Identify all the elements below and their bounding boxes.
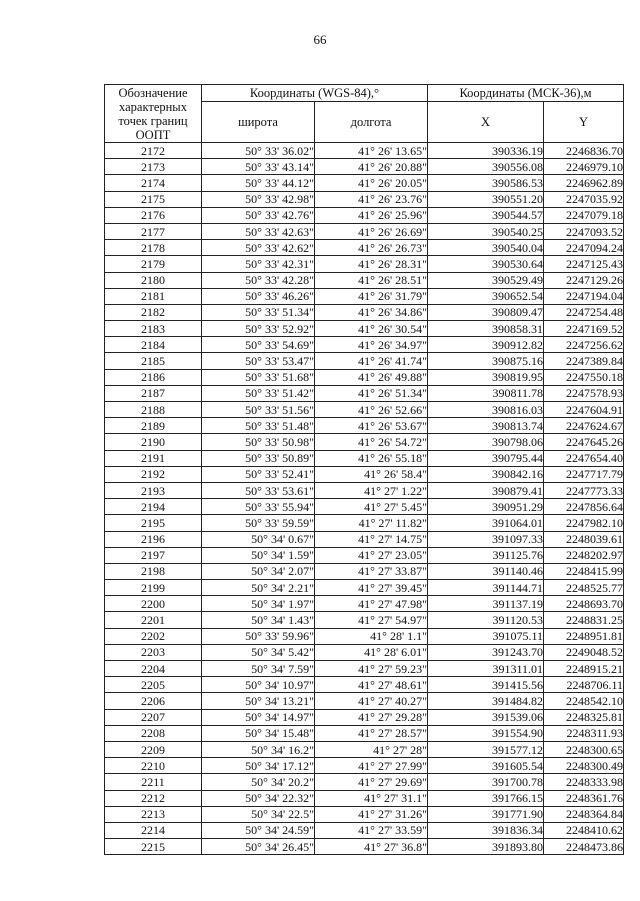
- point-id-cell: 2192: [105, 466, 202, 482]
- latitude-cell: 50° 33' 51.68": [202, 369, 315, 385]
- latitude-cell: 50° 33' 51.42": [202, 385, 315, 401]
- latitude-cell: 50° 34' 0.67": [202, 531, 315, 547]
- point-id-cell: 2179: [105, 256, 202, 272]
- longitude-cell: 41° 26' 34.97": [315, 337, 428, 353]
- y-cell: 2248525.77: [544, 580, 624, 596]
- y-cell: 2248364.84: [544, 806, 624, 822]
- longitude-cell: 41° 28' 6.01": [315, 644, 428, 660]
- point-id-cell: 2212: [105, 790, 202, 806]
- table-row: [105, 839, 624, 855]
- y-cell: 2247773.33: [544, 482, 624, 498]
- latitude-cell: 50° 33' 52.41": [202, 466, 315, 482]
- x-cell: 390816.03: [428, 402, 544, 418]
- point-id-cell: 2198: [105, 563, 202, 579]
- latitude-cell: 50° 33' 51.56": [202, 402, 315, 418]
- page-number: 66: [313, 32, 327, 47]
- longitude-header: долгота: [315, 102, 428, 143]
- longitude-cell: 41° 27' 23.05": [315, 547, 428, 563]
- point-id-cell: 2182: [105, 304, 202, 320]
- y-cell: 2246962.89: [544, 175, 624, 191]
- table-row: [105, 272, 624, 288]
- point-id-cell: 2174: [105, 175, 202, 191]
- point-id-cell: 2204: [105, 661, 202, 677]
- point-id-cell: 2191: [105, 450, 202, 466]
- x-cell: 391415.56: [428, 677, 544, 693]
- point-id-cell: 2208: [105, 725, 202, 741]
- longitude-cell: 41° 27' 14.75": [315, 531, 428, 547]
- point-id-cell: 2215: [105, 839, 202, 855]
- y-cell: 2247194.04: [544, 288, 624, 304]
- table-row: [105, 466, 624, 482]
- latitude-cell: 50° 33' 53.47": [202, 353, 315, 369]
- x-cell: 391577.12: [428, 741, 544, 757]
- table-row: [105, 499, 624, 515]
- latitude-cell: 50° 34' 16.2": [202, 741, 315, 757]
- latitude-cell: 50° 34' 1.43": [202, 612, 315, 628]
- x-cell: 391137.19: [428, 596, 544, 612]
- x-cell: 391125.76: [428, 547, 544, 563]
- point-id-cell: 2195: [105, 515, 202, 531]
- point-id-cell: 2202: [105, 628, 202, 644]
- table-row: [105, 563, 624, 579]
- latitude-cell: 50° 34' 20.2": [202, 774, 315, 790]
- longitude-cell: 41° 27' 47.98": [315, 596, 428, 612]
- table-row: [105, 822, 624, 838]
- x-cell: 391484.82: [428, 693, 544, 709]
- point-id-cell: 2206: [105, 693, 202, 709]
- latitude-cell: 50° 34' 10.97": [202, 677, 315, 693]
- table-row: [105, 353, 624, 369]
- longitude-cell: 41° 27' 33.59": [315, 822, 428, 838]
- point-id-cell: 2205: [105, 677, 202, 693]
- y-cell: 2247125.43: [544, 256, 624, 272]
- y-cell: 2248325.81: [544, 709, 624, 725]
- latitude-cell: 50° 34' 7.59": [202, 661, 315, 677]
- table-row: [105, 482, 624, 498]
- x-cell: 391836.34: [428, 822, 544, 838]
- longitude-cell: 41° 26' 31.79": [315, 288, 428, 304]
- table-row: [105, 175, 624, 191]
- x-cell: 390798.06: [428, 434, 544, 450]
- point-id-cell: 2186: [105, 369, 202, 385]
- table-row: [105, 725, 624, 741]
- coordinates-table: [104, 84, 624, 855]
- longitude-cell: 41° 27' 27.99": [315, 758, 428, 774]
- y-cell: 2248915.21: [544, 661, 624, 677]
- x-cell: 390544.57: [428, 207, 544, 223]
- point-id-cell: 2200: [105, 596, 202, 612]
- latitude-cell: 50° 34' 2.07": [202, 563, 315, 579]
- latitude-cell: 50° 33' 59.59": [202, 515, 315, 531]
- x-cell: 390336.19: [428, 143, 544, 159]
- latitude-cell: 50° 33' 54.69": [202, 337, 315, 353]
- y-cell: 2248410.62: [544, 822, 624, 838]
- point-id-cell: 2203: [105, 644, 202, 660]
- x-cell: 391539.06: [428, 709, 544, 725]
- x-cell: 391120.53: [428, 612, 544, 628]
- table-row: [105, 596, 624, 612]
- latitude-cell: 50° 33' 43.14": [202, 159, 315, 175]
- y-cell: 2247129.26: [544, 272, 624, 288]
- latitude-cell: 50° 33' 42.63": [202, 223, 315, 239]
- latitude-cell: 50° 33' 42.28": [202, 272, 315, 288]
- y-cell: 2248706.11: [544, 677, 624, 693]
- longitude-cell: 41° 27' 1.22": [315, 482, 428, 498]
- table-row: [105, 223, 624, 239]
- longitude-cell: 41° 28' 1.1": [315, 628, 428, 644]
- latitude-cell: 50° 33' 50.89": [202, 450, 315, 466]
- x-cell: 391097.33: [428, 531, 544, 547]
- point-id-cell: 2194: [105, 499, 202, 515]
- longitude-cell: 41° 26' 28.51": [315, 272, 428, 288]
- y-cell: 2248361.76: [544, 790, 624, 806]
- y-cell: 2248300.49: [544, 758, 624, 774]
- table-row: [105, 288, 624, 304]
- longitude-cell: 41° 26' 25.96": [315, 207, 428, 223]
- y-cell: 2248202.97: [544, 547, 624, 563]
- point-id-cell: 2188: [105, 402, 202, 418]
- latitude-cell: 50° 33' 59.96": [202, 628, 315, 644]
- longitude-cell: 41° 26' 26.73": [315, 240, 428, 256]
- table-row: [105, 547, 624, 563]
- latitude-cell: 50° 33' 53.61": [202, 482, 315, 498]
- longitude-cell: 41° 27' 28.57": [315, 725, 428, 741]
- latitude-cell: 50° 34' 15.48": [202, 725, 315, 741]
- latitude-cell: 50° 34' 22.5": [202, 806, 315, 822]
- y-cell: 2248473.86: [544, 839, 624, 855]
- wgs84-coordinates-header: Координаты (WGS-84),°: [202, 85, 428, 102]
- longitude-cell: 41° 27' 29.69": [315, 774, 428, 790]
- longitude-cell: 41° 27' 11.82": [315, 515, 428, 531]
- x-cell: 390811.78: [428, 385, 544, 401]
- x-cell: 390530.64: [428, 256, 544, 272]
- table-row: [105, 159, 624, 175]
- longitude-cell: 41° 26' 20.88": [315, 159, 428, 175]
- table-row: [105, 628, 624, 644]
- x-cell: 391311.01: [428, 661, 544, 677]
- latitude-cell: 50° 33' 42.76": [202, 207, 315, 223]
- point-id-cell: 2209: [105, 741, 202, 757]
- latitude-cell: 50° 33' 51.34": [202, 304, 315, 320]
- y-cell: 2247578.93: [544, 385, 624, 401]
- latitude-cell: 50° 34' 2.21": [202, 580, 315, 596]
- longitude-cell: 41° 26' 49.88": [315, 369, 428, 385]
- table-row: [105, 709, 624, 725]
- point-id-cell: 2196: [105, 531, 202, 547]
- x-cell: 390551.20: [428, 191, 544, 207]
- y-cell: 2248831.25: [544, 612, 624, 628]
- x-cell: 391243.70: [428, 644, 544, 660]
- point-id-cell: 2177: [105, 223, 202, 239]
- msk36-coordinates-header: Координаты (МСК-36),м: [428, 85, 624, 102]
- longitude-cell: 41° 26' 54.72": [315, 434, 428, 450]
- table-row: [105, 661, 624, 677]
- point-id-cell: 2210: [105, 758, 202, 774]
- x-cell: 390858.31: [428, 321, 544, 337]
- y-cell: 2246979.10: [544, 159, 624, 175]
- longitude-cell: 41° 27' 40.27": [315, 693, 428, 709]
- x-cell: 391075.11: [428, 628, 544, 644]
- y-cell: 2249048.52: [544, 644, 624, 660]
- y-cell: 2247254.48: [544, 304, 624, 320]
- table-row: [105, 369, 624, 385]
- y-cell: 2246836.70: [544, 143, 624, 159]
- x-cell: 390556.08: [428, 159, 544, 175]
- table-row: [105, 612, 624, 628]
- latitude-header: широта: [202, 102, 315, 143]
- point-id-cell: 2181: [105, 288, 202, 304]
- table-row: [105, 207, 624, 223]
- latitude-cell: 50° 33' 36.02": [202, 143, 315, 159]
- point-id-cell: 2207: [105, 709, 202, 725]
- table-row: [105, 644, 624, 660]
- table-row: [105, 580, 624, 596]
- x-cell: 391064.01: [428, 515, 544, 531]
- point-id-cell: 2178: [105, 240, 202, 256]
- point-id-cell: 2197: [105, 547, 202, 563]
- x-cell: 390951.29: [428, 499, 544, 515]
- table-row: [105, 741, 624, 757]
- table-row: [105, 693, 624, 709]
- x-cell: 391700.78: [428, 774, 544, 790]
- y-cell: 2247654.40: [544, 450, 624, 466]
- x-cell: 391554.90: [428, 725, 544, 741]
- table-row: [105, 418, 624, 434]
- point-designation-header: Обозначение характерных точек границ ООПТ: [105, 85, 202, 143]
- longitude-cell: 41° 26' 26.69": [315, 223, 428, 239]
- point-id-cell: 2180: [105, 272, 202, 288]
- y-cell: 2247094.24: [544, 240, 624, 256]
- table-row: [105, 515, 624, 531]
- point-id-cell: 2214: [105, 822, 202, 838]
- y-cell: 2247624.67: [544, 418, 624, 434]
- latitude-cell: 50° 34' 22.32": [202, 790, 315, 806]
- latitude-cell: 50° 33' 51.48": [202, 418, 315, 434]
- table-row: [105, 531, 624, 547]
- y-cell: 2248693.70: [544, 596, 624, 612]
- longitude-cell: 41° 27' 31.26": [315, 806, 428, 822]
- x-cell: 391140.46: [428, 563, 544, 579]
- longitude-cell: 41° 27' 39.45": [315, 580, 428, 596]
- point-id-cell: 2201: [105, 612, 202, 628]
- x-cell: 390819.95: [428, 369, 544, 385]
- latitude-cell: 50° 33' 55.94": [202, 499, 315, 515]
- y-cell: 2248039.61: [544, 531, 624, 547]
- latitude-cell: 50° 33' 52.92": [202, 321, 315, 337]
- latitude-cell: 50° 33' 42.31": [202, 256, 315, 272]
- longitude-cell: 41° 26' 58.4": [315, 466, 428, 482]
- longitude-cell: 41° 27' 33.87": [315, 563, 428, 579]
- latitude-cell: 50° 33' 42.62": [202, 240, 315, 256]
- longitude-cell: 41° 27' 54.97": [315, 612, 428, 628]
- y-cell: 2248951.81: [544, 628, 624, 644]
- y-cell: 2248311.93: [544, 725, 624, 741]
- y-cell: 2248300.65: [544, 741, 624, 757]
- point-id-cell: 2185: [105, 353, 202, 369]
- longitude-cell: 41° 27' 5.45": [315, 499, 428, 515]
- y-cell: 2247645.26: [544, 434, 624, 450]
- latitude-cell: 50° 34' 13.21": [202, 693, 315, 709]
- table-row: [105, 450, 624, 466]
- x-cell: 390842.16: [428, 466, 544, 482]
- point-id-cell: 2175: [105, 191, 202, 207]
- y-cell: 2247169.52: [544, 321, 624, 337]
- longitude-cell: 41° 27' 28": [315, 741, 428, 757]
- table-row: [105, 143, 624, 159]
- longitude-cell: 41° 26' 23.76": [315, 191, 428, 207]
- latitude-cell: 50° 34' 24.59": [202, 822, 315, 838]
- x-cell: 390652.54: [428, 288, 544, 304]
- longitude-cell: 41° 27' 31.1": [315, 790, 428, 806]
- y-cell: 2247079.18: [544, 207, 624, 223]
- x-cell: 390813.74: [428, 418, 544, 434]
- latitude-cell: 50° 34' 26.45": [202, 839, 315, 855]
- table-row: [105, 806, 624, 822]
- longitude-cell: 41° 26' 55.18": [315, 450, 428, 466]
- longitude-cell: 41° 27' 59.23": [315, 661, 428, 677]
- point-id-cell: 2199: [105, 580, 202, 596]
- table-row: [105, 385, 624, 401]
- y-cell: 2248542.10: [544, 693, 624, 709]
- point-id-cell: 2187: [105, 385, 202, 401]
- longitude-cell: 41° 26' 51.34": [315, 385, 428, 401]
- longitude-cell: 41° 27' 36.8": [315, 839, 428, 855]
- longitude-cell: 41° 26' 13.65": [315, 143, 428, 159]
- point-id-cell: 2184: [105, 337, 202, 353]
- x-cell: 391893.80: [428, 839, 544, 855]
- longitude-cell: 41° 27' 29.28": [315, 709, 428, 725]
- table-row: [105, 191, 624, 207]
- latitude-cell: 50° 33' 46.26": [202, 288, 315, 304]
- x-cell: 391605.54: [428, 758, 544, 774]
- y-cell: 2247550.18: [544, 369, 624, 385]
- table-row: [105, 434, 624, 450]
- y-cell: 2247982.10: [544, 515, 624, 531]
- x-cell: 390879.41: [428, 482, 544, 498]
- y-cell: 2247093.52: [544, 223, 624, 239]
- x-cell: 390809.47: [428, 304, 544, 320]
- y-cell: 2248415.99: [544, 563, 624, 579]
- y-cell: 2247717.79: [544, 466, 624, 482]
- y-cell: 2248333.98: [544, 774, 624, 790]
- latitude-cell: 50° 34' 5.42": [202, 644, 315, 660]
- y-header: Y: [544, 102, 624, 143]
- x-cell: 390540.25: [428, 223, 544, 239]
- y-cell: 2247389.84: [544, 353, 624, 369]
- table-row: [105, 758, 624, 774]
- point-id-cell: 2190: [105, 434, 202, 450]
- point-id-cell: 2211: [105, 774, 202, 790]
- latitude-cell: 50° 33' 50.98": [202, 434, 315, 450]
- point-id-cell: 2172: [105, 143, 202, 159]
- x-cell: 391771.90: [428, 806, 544, 822]
- longitude-cell: 41° 26' 20.05": [315, 175, 428, 191]
- x-cell: 390586.53: [428, 175, 544, 191]
- table-row: [105, 790, 624, 806]
- latitude-cell: 50° 34' 17.12": [202, 758, 315, 774]
- table-row: [105, 240, 624, 256]
- table-row: [105, 677, 624, 693]
- table-row: [105, 774, 624, 790]
- table-row: [105, 256, 624, 272]
- longitude-cell: 41° 26' 28.31": [315, 256, 428, 272]
- point-id-cell: 2183: [105, 321, 202, 337]
- point-id-cell: 2213: [105, 806, 202, 822]
- latitude-cell: 50° 34' 1.97": [202, 596, 315, 612]
- point-id-cell: 2193: [105, 482, 202, 498]
- longitude-cell: 41° 26' 41.74": [315, 353, 428, 369]
- x-cell: 390912.82: [428, 337, 544, 353]
- table-row: [105, 304, 624, 320]
- longitude-cell: 41° 26' 30.54": [315, 321, 428, 337]
- x-cell: 390875.16: [428, 353, 544, 369]
- latitude-cell: 50° 34' 1.59": [202, 547, 315, 563]
- latitude-cell: 50° 34' 14.97": [202, 709, 315, 725]
- x-cell: 391144.71: [428, 580, 544, 596]
- latitude-cell: 50° 33' 42.98": [202, 191, 315, 207]
- x-cell: 390795.44: [428, 450, 544, 466]
- y-cell: 2247856.64: [544, 499, 624, 515]
- longitude-cell: 41° 26' 53.67": [315, 418, 428, 434]
- longitude-cell: 41° 26' 34.86": [315, 304, 428, 320]
- y-cell: 2247035.92: [544, 191, 624, 207]
- table-row: [105, 321, 624, 337]
- point-id-cell: 2176: [105, 207, 202, 223]
- point-id-cell: 2173: [105, 159, 202, 175]
- point-id-cell: 2189: [105, 418, 202, 434]
- longitude-cell: 41° 27' 48.61": [315, 677, 428, 693]
- y-cell: 2247604.91: [544, 402, 624, 418]
- latitude-cell: 50° 33' 44.12": [202, 175, 315, 191]
- longitude-cell: 41° 26' 52.66": [315, 402, 428, 418]
- x-cell: 390540.04: [428, 240, 544, 256]
- table-row: [105, 402, 624, 418]
- table-row: [105, 337, 624, 353]
- x-cell: 391766.15: [428, 790, 544, 806]
- y-cell: 2247256.62: [544, 337, 624, 353]
- x-header: X: [428, 102, 544, 143]
- x-cell: 390529.49: [428, 272, 544, 288]
